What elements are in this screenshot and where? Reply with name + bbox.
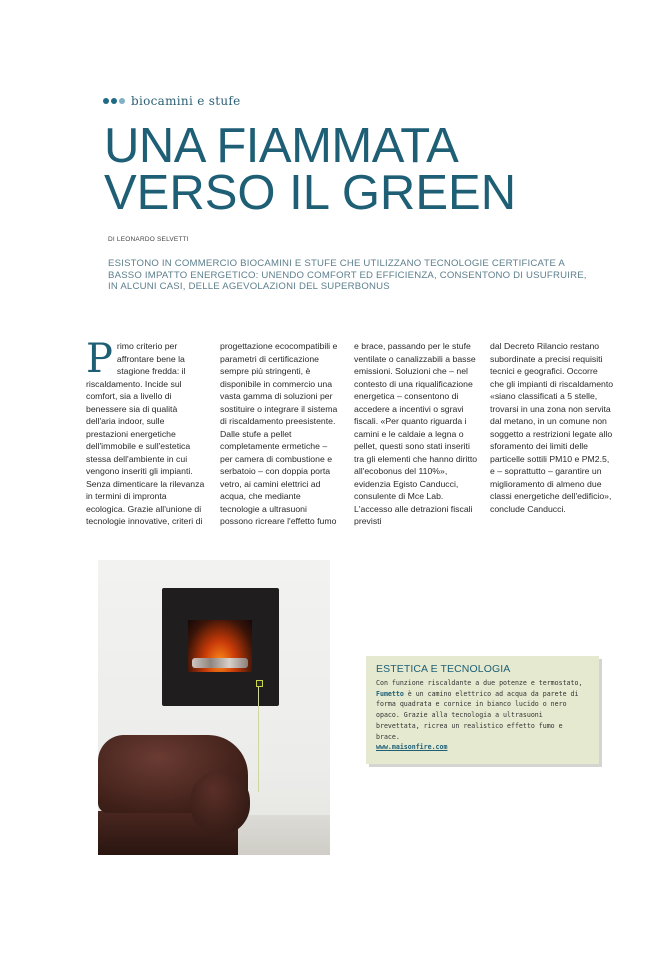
article-text-2: progettazione ecocompatibili e parametri di certificazione sempre più stringenti, è disponibile in commercio una vasta gamma di soluzioni per sostituire o integrare il sistema di riscaldamento preesistente. Dalle stufe a pellet completamente ermetiche – per camera di combustione e serbatoio – con doppia porta vetro, ai camini elettrici ad acqua, che mediante tecnologie a ultrasuoni possono ricreare l'effetto fumo — [220, 341, 338, 526]
fireplace-photo — [98, 560, 330, 855]
leather-sofa — [98, 735, 248, 855]
section-tag — [103, 94, 241, 108]
fire-flame-icon — [188, 620, 252, 672]
fireplace-frame — [162, 588, 279, 706]
drop-cap: P — [86, 336, 113, 382]
article-column-3 — [354, 340, 478, 528]
article-text-4: dal Decreto Rilancio restano subordinate a precisi requisiti tecnici e geografici. Occorre che gli impianti di riscaldamento «siano classificati a 5 stelle, trovarsi in una zona non servita dal metano, in un comune non soggetto a restrizioni legate allo sforamento dei limiti delle particelle sottili PM10 e PM2.5, e – soprattutto – garantire un miglioramento di almeno due classi energetiche dell'edificio», conclude Canducci. — [490, 341, 614, 514]
deck-summary: ESISTONO IN COMMERCIO BIOCAMINI E STUFE CHE UTILIZZANO TECNOLOGIE CERTIFICATE A BASSO IMPATTO ENERGETICO: UNENDO COMFORT ED EFFICIENZA, CONSENTONO DI USUFRUIRE, IN ALCUNI CASI, DELLE AGEVOLAZIONI DEL SUPERBONUS — [108, 258, 587, 292]
website-link[interactable]: www.maisonfire.com — [376, 743, 448, 752]
article-column-1 — [86, 336, 208, 528]
sidebar-text-body: è un camino elettrico ad acqua da parete di forma quadrata e cornice in bianco lucido o nero opaco. Grazie alla tecnologia a ultrasuoni brevettata, ricrea un realistico effetto fumo e brace. — [376, 689, 579, 741]
page-title — [104, 119, 517, 220]
headline-line-2: VERSO IL GREEN — [104, 166, 517, 220]
article-column-2 — [220, 340, 342, 528]
byline: DI LEONARDO SELVETTI — [108, 236, 189, 243]
article-body — [86, 336, 614, 528]
callout-marker — [256, 680, 263, 687]
sidebar-text-intro: Con funzione riscaldante a due potenze e termostato, — [376, 679, 583, 687]
sidebar-title: ESTETICA E TECNOLOGIA — [376, 663, 511, 675]
product-sidebar — [366, 656, 599, 764]
article-text-3: e brace, passando per le stufe ventilate o canalizzabili a basse emissioni. Soluzioni che – nel contesto di una riqualificazione energetica – consentono di accedere a incentivi o sgravi fiscali. «Per quanto riguarda i camini e le caldaie a legna o pellet, questi sono stati inseriti tra gli elementi che hanno diritto all'ecobonus del 110%», evidenzia Egisto Canducci, consulente di Mce Lab. L'accesso alle detrazioni fiscali previsti — [354, 341, 478, 526]
section-dots-icon — [103, 98, 125, 104]
section-label: biocamini e stufe — [131, 94, 241, 108]
product-name: Fumetto — [376, 689, 404, 698]
article-text-1: rimo criterio per affrontare bene la stagione fredda: il riscaldamento. Incide sul comfort, sia a livello di benessere sia di qualità dell'aria indoor, sulle prestazioni energetiche dell'immobile e sull'estetica stessa dell'ambiente in cui vengono inseriti gli impianti. Senza dimenticare la rilevanza in termini di impronta ecologica. Grazie all'unione di tecnologie innovative, criteri di — [86, 341, 205, 526]
sidebar-text — [376, 678, 589, 742]
article-column-4 — [490, 340, 614, 528]
headline-line-1: UNA FIAMMATA — [104, 119, 459, 173]
power-cord — [258, 682, 259, 792]
